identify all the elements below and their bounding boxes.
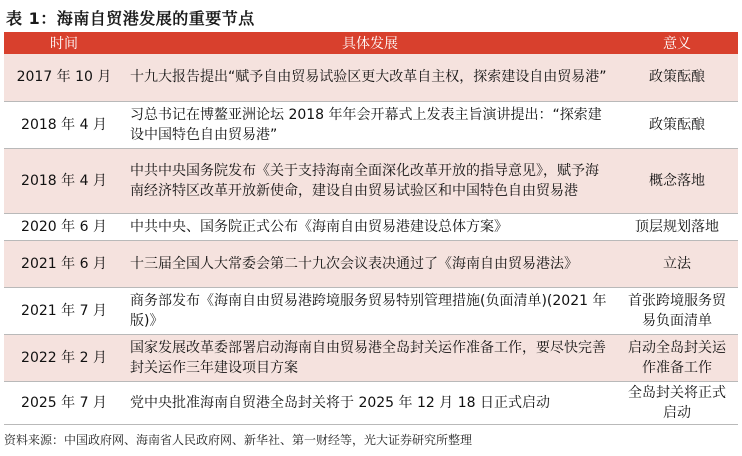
header-meaning: 意义 [616, 32, 738, 54]
row-time: 2021 年 6 月 [4, 240, 124, 287]
table-title: 表 1：海南自贸港发展的重要节点 [6, 9, 255, 28]
row-event: 党中央批准海南自贸港全岛封关将于 2025 年 12 月 18 日正式启动 [124, 381, 616, 424]
row-event: 国家发展改革委部署启动海南自由贸易港全岛封关运作准备工作，要尽快完善封关运作三年建设项目方案 [124, 334, 616, 381]
table-row [4, 334, 738, 381]
row-time: 2022 年 2 月 [4, 334, 124, 381]
row-event: 商务部发布《海南自由贸易港跨境服务贸易特别管理措施(负面清单)(2021 年版)》 [124, 287, 616, 334]
row-time: 2018 年 4 月 [4, 101, 124, 148]
table-row [4, 54, 738, 101]
header-event: 具体发展 [124, 32, 616, 54]
row-event: 十九大报告提出“赋予自由贸易试验区更大改革自主权，探索建设自由贸易港” [124, 54, 616, 101]
table-row [4, 101, 738, 148]
row-meaning: 立法 [616, 240, 738, 287]
row-time: 2021 年 7 月 [4, 287, 124, 334]
row-meaning: 概念落地 [616, 148, 738, 213]
row-time: 2017 年 10 月 [4, 54, 124, 101]
row-event: 中共中央、国务院正式公布《海南自由贸易港建设总体方案》 [124, 213, 616, 240]
header-row [4, 32, 738, 54]
table-row [4, 381, 738, 424]
row-time: 2018 年 4 月 [4, 148, 124, 213]
row-time: 2020 年 6 月 [4, 213, 124, 240]
header-time: 时间 [4, 32, 124, 54]
row-meaning: 顶层规划落地 [616, 213, 738, 240]
row-event: 十三届全国人大常委会第二十九次会议表决通过了《海南自由贸易港法》 [124, 240, 616, 287]
table-row [4, 287, 738, 334]
row-meaning: 全岛封关将正式启动 [616, 381, 738, 424]
row-meaning: 启动全岛封关运作准备工作 [616, 334, 738, 381]
row-event: 习总书记在博鳌亚洲论坛 2018 年年会开幕式上发表主旨演讲提出：“探索建设中国特色自由贸易港” [124, 101, 616, 148]
table-row [4, 148, 738, 213]
row-meaning: 政策酝酿 [616, 54, 738, 101]
source-note: 资料来源：中国政府网、海南省人民政府网、新华社、第一财经等，光大证券研究所整理 [4, 433, 473, 447]
row-time: 2025 年 7 月 [4, 381, 124, 424]
row-meaning: 政策酝酿 [616, 101, 738, 148]
row-meaning: 首张跨境服务贸易负面清单 [616, 287, 738, 334]
row-event: 中共中央国务院发布《关于支持海南全面深化改革开放的指导意见》，赋予海南经济特区改革开放新使命，建设自由贸易试验区和中国特色自由贸易港 [124, 148, 616, 213]
table-row [4, 213, 738, 240]
milestones-table [4, 32, 738, 425]
table-row [4, 240, 738, 287]
